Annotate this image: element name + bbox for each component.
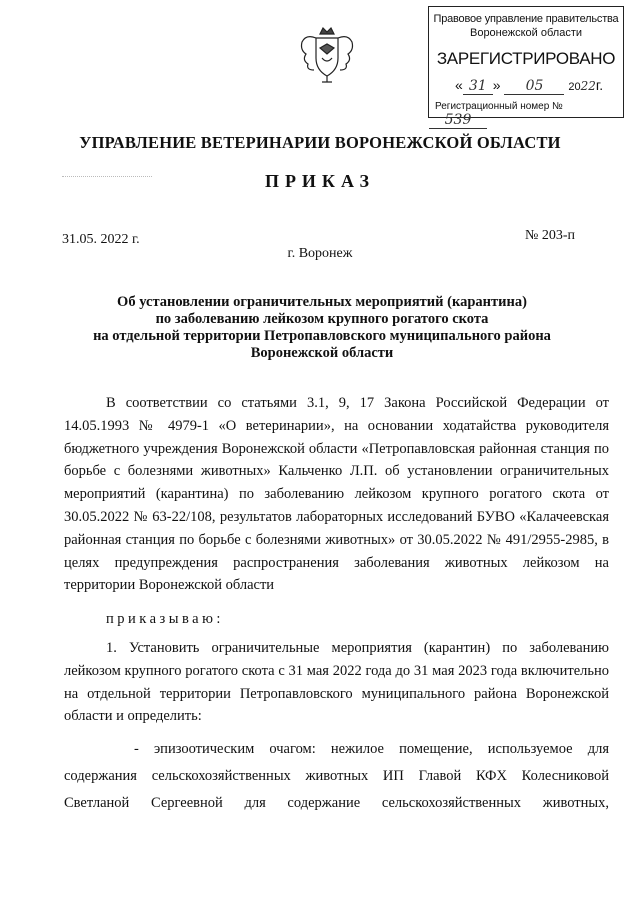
preamble-paragraph: В соответствии со статьями 3.1, 9, 17 Закона Российской Федерации от 14.05.1993 № 4979-1 «О ветеринарии», на основании ходатайства руководителя бюджетного учреждения Воронежской области «Петропавловская районная станция по борьбе с болезнями животных» Кальченко Л.П. об установлении ограничительных мероприятий (карантина) по заболеванию лейкозом крупного рогатого скота от 30.05.2022 № 63-22/108, результатов лабораторных исследований БУВО «Калачеевская районная станция по борьбе с болезнями животных» от 30.05.2022 № 491/2955-2985, в целях предупреждения распространения заболевания животных лейкозом на территории Воронежской области — [64, 395, 609, 594]
title-line2: по заболеванию лейкозом крупного рогатого скота — [155, 311, 489, 327]
stamp-year-suffix: 22 — [580, 79, 596, 93]
document-type: ПРИКАЗ — [264, 171, 376, 191]
clause-1-paragraph: 1. Установить ограничительные мероприятия (карантин) по заболеванию лейкозом крупного рогатого скота с 31 мая 2022 года до 31 мая 2023 года включительно на отдельной территории Петропавловского муниципального района Воронежской области и определить: — [64, 639, 609, 725]
order-body — [64, 392, 609, 817]
title-line3: на отдельной территории Петропавловского муниципального района — [93, 328, 551, 344]
agency-name: УПРАВЛЕНИЕ ВЕТЕРИНАРИИ ВОРОНЕЖСКОЙ ОБЛАСТИ — [79, 133, 561, 152]
order-command: приказываю: — [106, 611, 224, 628]
order-city: г. Воронеж — [287, 246, 353, 261]
title-line4: Воронежской области — [250, 345, 394, 361]
stamp-reg-number: 539 — [429, 112, 487, 129]
order-number: № 203-п — [525, 228, 576, 243]
stamp-reg-number-row — [429, 101, 623, 129]
order-title — [60, 294, 584, 362]
stamp-year-prefix: 20 — [568, 81, 581, 93]
order-date: 31.05. 2022 г. — [62, 232, 140, 247]
clause-1-focus-paragraph: - эпизоотическим очагом: нежилое помещение, используемое для содержания сельскохозяйственных животных ИП Главой КФХ Колесниковой Светланой Сергеевной для содержание сельскохозяйственных животных, — [64, 741, 609, 812]
title-line1: Об установлении ограничительных мероприятий (карантина) — [117, 294, 527, 310]
stamp-date: « 31 » 05 2022г. — [455, 77, 604, 94]
registration-stamp — [428, 6, 624, 128]
stamp-month: 05 — [504, 78, 564, 95]
stamp-reg-label: Регистрационный номер № — [435, 101, 563, 112]
stamp-org-line1: Правовое управление правительства — [433, 13, 619, 25]
stamp-day: 31 — [463, 78, 493, 95]
stamp-org-line2: Воронежской области — [469, 27, 582, 39]
stamp-registered: ЗАРЕГИСТРИРОВАНО — [436, 49, 616, 68]
coat-of-arms-icon — [296, 24, 358, 86]
